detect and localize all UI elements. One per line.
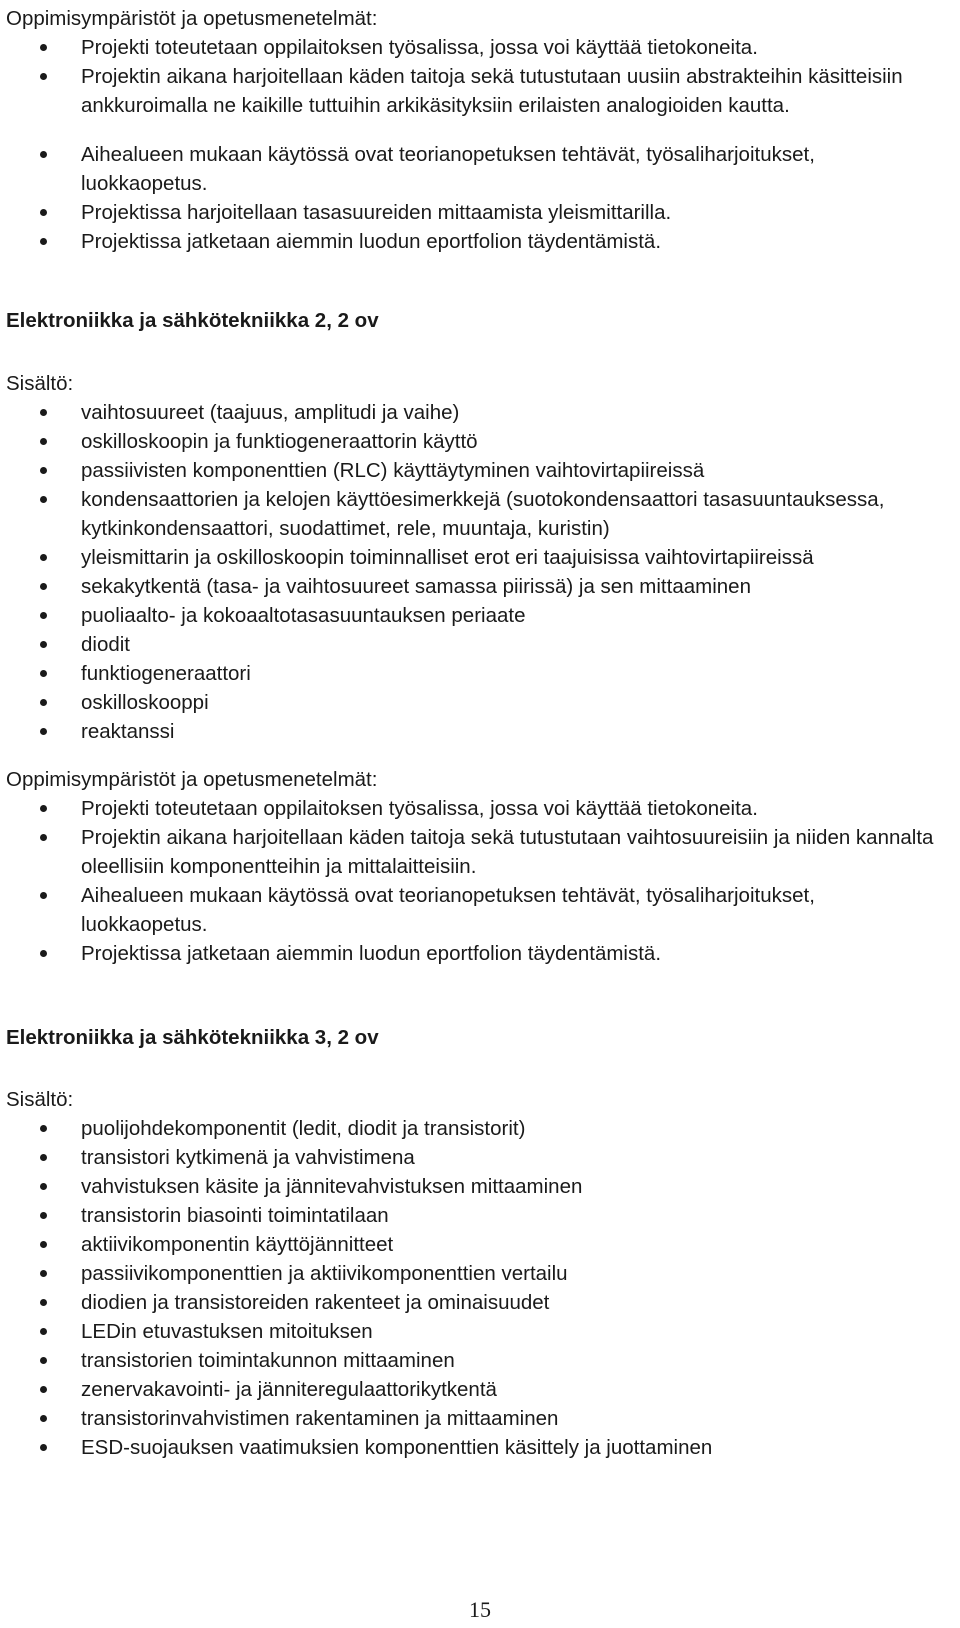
contents-label: Sisältö:	[6, 1088, 74, 1111]
list-item: Projektissa jatketaan aiemmin luodun eportfolion täydentämistä.	[6, 939, 946, 968]
course-title: Elektroniikka ja sähkötekniikka 2, 2 ov	[6, 309, 379, 332]
list-item: passiivikomponenttien ja aktiivikomponenttien vertailu	[6, 1259, 946, 1288]
list-item: vahvistuksen käsite ja jännitevahvistuksen mittaaminen	[6, 1172, 946, 1201]
list-item: transistorinvahvistimen rakentaminen ja mittaaminen	[6, 1404, 946, 1433]
list-item: vaihtosuureet (taajuus, amplitudi ja vaihe)	[6, 398, 946, 427]
list-item: Projektin aikana harjoitellaan käden taitoja sekä tutustutaan uusiin abstrakteihin käsitteisiin ankkuroimalla ne kaikille tuttuihin arkikäsityksiin erilaisten analogioiden kautta.	[6, 62, 946, 120]
list-item: oskilloskoopin ja funktiogeneraattorin käyttö	[6, 427, 946, 456]
list-item: LEDin etuvastuksen mitoituksen	[6, 1317, 946, 1346]
list-item: zenervakavointi- ja jänniteregulaattorikytkentä	[6, 1375, 946, 1404]
list-item: Aihealueen mukaan käytössä ovat teorianopetuksen tehtävät, työsaliharjoitukset, luokkaopetus.	[6, 881, 946, 939]
list-item: aktiivikomponentin käyttöjännitteet	[6, 1230, 946, 1259]
list-item: Projektissa jatketaan aiemmin luodun eportfolion täydentämistä.	[6, 227, 946, 256]
list-item: funktiogeneraattori	[6, 659, 946, 688]
list-item: yleismittarin ja oskilloskoopin toiminnalliset erot eri taajuisissa vaihtovirtapiireissä	[6, 543, 946, 572]
list-item: Projektin aikana harjoitellaan käden taitoja sekä tutustutaan vaihtosuureisiin ja niiden kannalta oleellisiin komponentteihin ja mittalaitteisiin.	[6, 823, 946, 881]
contents-list	[6, 398, 946, 746]
course-3-header	[6, 1023, 946, 1052]
list-item: Aihealueen mukaan käytössä ovat teorianopetuksen tehtävät, työsaliharjoitukset, luokkaopetus.	[6, 140, 946, 198]
list-item: Projekti toteutetaan oppilaitoksen työsalissa, jossa voi käyttää tietokoneita.	[6, 794, 946, 823]
course-title: Elektroniikka ja sähkötekniikka 3, 2 ov	[6, 1026, 379, 1049]
methods-label: Oppimisympäristöt ja opetusmenetelmät:	[6, 7, 378, 30]
list-item: transistorien toimintakunnon mittaaminen	[6, 1346, 946, 1375]
list-item: diodit	[6, 630, 946, 659]
course-2-methods	[6, 765, 946, 968]
list-item: puoliaalto- ja kokoaaltotasasuuntauksen periaate	[6, 601, 946, 630]
list-item: transistorin biasointi toimintatilaan	[6, 1201, 946, 1230]
contents-label: Sisältö:	[6, 372, 74, 395]
page-number: 15	[469, 1597, 491, 1622]
list-item: transistori kytkimenä ja vahvistimena	[6, 1143, 946, 1172]
list-item: diodien ja transistoreiden rakenteet ja ominaisuudet	[6, 1288, 946, 1317]
course-3-contents	[6, 1085, 946, 1462]
methods-list	[6, 794, 946, 968]
list-item: reaktanssi	[6, 717, 946, 746]
list-item: passiivisten komponenttien (RLC) käyttäytyminen vaihtovirtapiireissä	[6, 456, 946, 485]
methods-section-1	[6, 4, 946, 256]
list-item: sekakytkentä (tasa- ja vaihtosuureet samassa piirissä) ja sen mittaaminen	[6, 572, 946, 601]
list-item: puolijohdekomponentit (ledit, diodit ja transistorit)	[6, 1114, 946, 1143]
list-item: Projektissa harjoitellaan tasasuureiden mittaamista yleismittarilla.	[6, 198, 946, 227]
course-2-contents	[6, 369, 946, 746]
list-item: kondensaattorien ja kelojen käyttöesimerkkejä (suotokondensaattori tasasuuntauksessa, kytkinkondensaattori, suodattimet, rele, muuntaja, kuristin)	[6, 485, 946, 543]
list-item: ESD-suojauksen vaatimuksien komponenttien käsittely ja juottaminen	[6, 1433, 946, 1462]
course-2-header	[6, 306, 946, 335]
list-item: Projekti toteutetaan oppilaitoksen työsalissa, jossa voi käyttää tietokoneita.	[6, 33, 946, 62]
list-item: oskilloskooppi	[6, 688, 946, 717]
methods-list	[6, 33, 946, 256]
contents-list	[6, 1114, 946, 1462]
methods-label: Oppimisympäristöt ja opetusmenetelmät:	[6, 768, 378, 791]
